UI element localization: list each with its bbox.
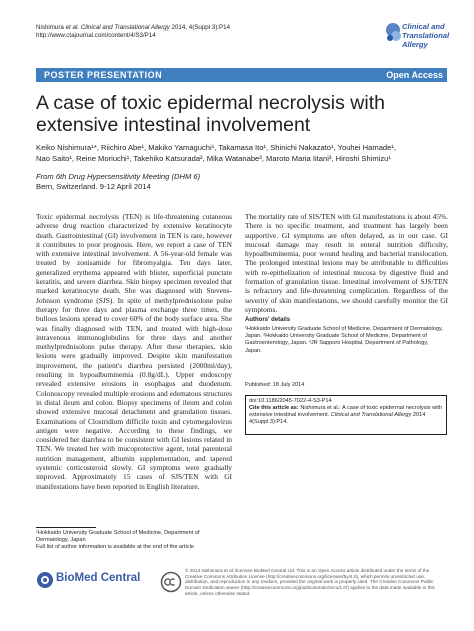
abstract-column-right: The mortality rate of SIS/TEN with GI manifestations is about 45%. There is no specific treatment, and treatment has largely been supportive. GI symptoms are often delayed, as in our case. GI mucosal damage may result in enteral nutrition difficulty, hypoalbuminemia, poor wound healing and bacterial translocation. The prolonged intestinal lesions may be attributable to difficulties with re-epithelization of intestinal mucosa by digestive fluid and formation of granulation tissue. Intestinal involvement of SJS/TEN is refractory and life-threatening complication. Regardless of the severity of skin manifestations, we should carefully monitor the GI symptoms. — [245, 212, 448, 314]
citation-authors: Nishimura — [36, 24, 64, 31]
cite-label: Cite this article as: — [249, 405, 299, 411]
cite-journal: Clinical and Translational Allergy — [330, 412, 412, 418]
authors-details-heading: Authors' details — [245, 317, 291, 323]
copyright-notice: © 2014 Nishimura et al; licensee BioMed Central Ltd. This is an Open Access article distributed under the terms of the Creative Commons Attribution License (http://creativecommons.org/licenses/by/4.0), which permits unrestricted use, distribution, and reproduction in any medium, provided the original work is properly cited. The Creative Commons Public Domain Dedication waiver (http://creativecommons.org/publicdomain/zero/1.0/) applies to the data made available in this article, unless otherwise stated. — [185, 568, 435, 596]
meeting-line-2: Bern, Switzerland. 9-12 April 2014 — [36, 182, 151, 191]
footnote — [36, 530, 232, 551]
creative-commons-icon — [160, 571, 182, 593]
title-line-1: A case of toxic epidermal necrolysis with — [36, 92, 385, 114]
meeting-info — [36, 172, 446, 192]
authors-details-body: ¹Hokkaido University Graduate School of Medicine, Department of Dermatology, Japan. ²Hokkaido University Graduate School of Medicine, Department of Gastroenterology, Japan. ³JR Sapporo Hospital, Department of Pathology, Japan. — [245, 326, 443, 354]
authors-line-1: Keiko Nishimura¹*, Riichiro Abe¹, Makiko Yamaguchi¹, Takamasa Ito¹, Shinichi Nakazato¹, Youhei Hamade¹, — [36, 143, 397, 152]
footnote-divider — [36, 527, 96, 528]
published-date: Published: 18 July 2014 — [245, 382, 305, 388]
meeting-line-1: From 6th Drug Hypersensitivity Meeting (DHM 6) — [36, 172, 201, 181]
article-url[interactable]: http://www.ctajournal.com/content/4/S3/P14 — [36, 32, 156, 39]
doi[interactable]: doi:10.1186/2045-7022-4-S3-P14 — [249, 398, 332, 404]
footnote-line-3: Full list of author information is available at the end of the article — [36, 544, 194, 550]
open-access-label: Open Access — [386, 70, 443, 80]
header-citation — [36, 24, 336, 40]
authors-line-2: Nao Saito¹, Reine Moriuchi¹, Takehiko Katsurada², Mika Watanabe³, Maroto Maria Iitani³, Hiroshi Shimizu¹ — [36, 153, 391, 163]
citation-journal: et al. Clinical and Translational Allergy — [65, 24, 170, 31]
author-list — [36, 143, 446, 164]
footnote-line-2: Dermatology, Japan — [36, 537, 86, 543]
citation-box-content — [249, 398, 445, 426]
footnote-line-1: ¹Hokkaido University Graduate School of Medicine, Department of — [36, 530, 200, 536]
article-title — [36, 92, 446, 136]
poster-presentation-label: POSTER PRESENTATION — [44, 70, 163, 80]
citation-volume: 2014, 4(Suppl 3):P14 — [171, 24, 231, 31]
cite-text: Nishimura et al.: A case of toxic epidermal necrolysis with extensive intestinal involvement. — [249, 405, 443, 418]
abstract-column-left: Toxic epidermal necrolysis (TEN) is life-threatening cutaneous adverse drug reaction characterized by extensive keratinocyte death. Gastrointestinal (GI) involvement in TEN is rare, however it contributes to poor prognosis. Here, we report a case of TEN with extensive intestinal involvement. A 56-year-old female was treated by zonisamide for fibromyalgia. Ten days later, generalized erythema appeared with blister, superficial punctate keratitis, and severe diarrhea. Skin biopsy specimen revealed that marked keratinocyte death. She was diagnosed with Stevens-Johnson syndrome (SJS). In spite of methylprednisolone pulse therapy for three days and plasma exchange three times, the bullous lesions spread to cover 60% of the body surface area. She was finally diagnosed with TEN, and treated with high-dose intravenous immunoglobulins for three days and another methylprednisolone pulse therapy. After these therapies, skin lesions were gradually improved. Despite skin manifestation improvement, the patient's diarrhea persisted (2000ml/day), resulting in hypoalbuminemia (0.8g/dL). Upper endoscopy revealed extensive erosions in esophagus and duodenum. Colonoscopy revealed multiple erosions and edematous structures in distal ileum and colon. Biopsy specimens of ileum and colon showed extensive mucosal detachment and granulation tissues. Examinations of Clostridium difficile toxin and cytomegalovirus antigen were negative. According to these findings, we considered her diarrhea to be consistent with GI lesions related in TEN. We treated her with mucoprotective agent, total parenteral nutrition management, albumin supplementation, and tapered systemic corticosteroid slowly. GI symptoms were gradually improved. Approximately 15 cases of SJS/TEN with GI manifestations have been reported in English literature. — [36, 212, 232, 491]
title-line-2: extensive intestinal involvement — [36, 114, 311, 136]
publisher-name: BioMed Central — [56, 572, 141, 584]
journal-logo-text: Clinical and Translational Allergy — [402, 22, 450, 49]
cite-volume: 2014 4(Suppl 3):P14. — [249, 412, 426, 425]
